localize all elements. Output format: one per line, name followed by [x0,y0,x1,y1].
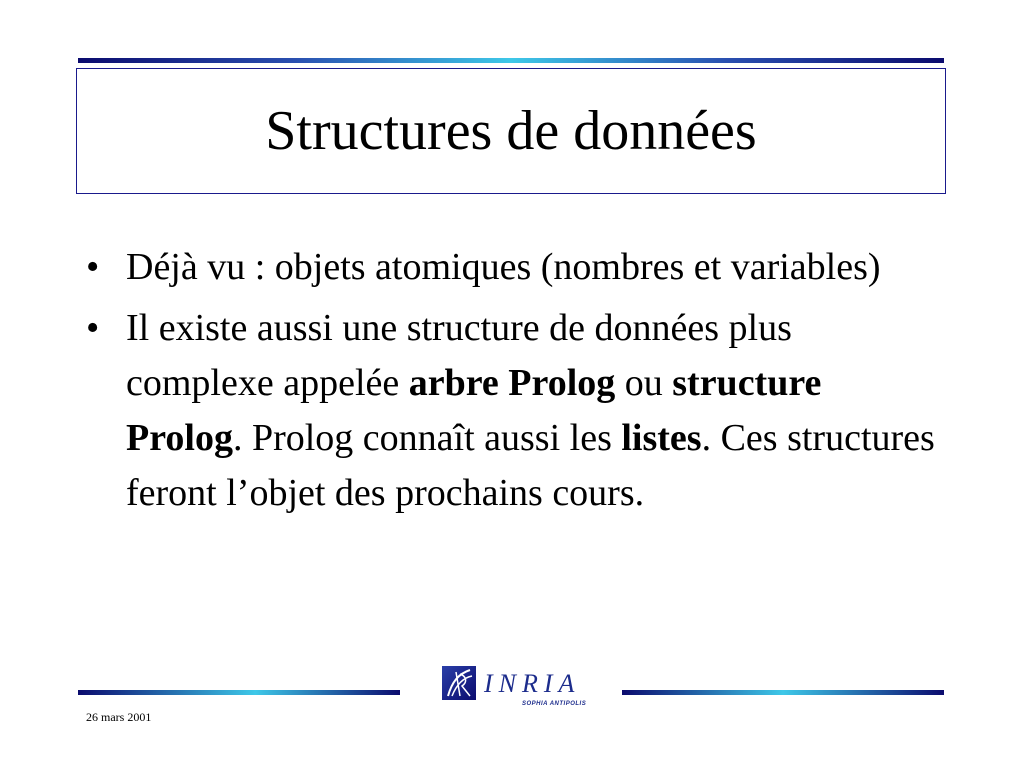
title-box [76,68,946,194]
footer-date: 26 mars 2001 [86,710,152,724]
text-fragment: Il existe aussi une structure de données plus complexe appelée [126,307,792,404]
bullet-mark: • [86,307,100,349]
top-divider [78,58,944,63]
bullet-item [86,240,946,295]
bullet-mark: • [86,246,100,288]
bold-term-listes: listes [621,417,702,459]
bullet-text [126,301,946,521]
bottom-divider-right [622,690,944,695]
slide-title: Structures de données [265,100,757,162]
inria-emblem-icon [442,666,476,700]
text-fragment: . Ces structures feront l’objet des prochains cours. [126,417,935,514]
text-fragment: ou [615,362,673,404]
bold-term-arbre-prolog: arbre Prolog [408,362,616,404]
bold-term-structure-prolog: structure Prolog [126,362,822,459]
logo-wordmark: INRIA [484,669,581,698]
inria-logo [440,662,605,710]
bullet-item [86,301,946,521]
text-fragment: . Prolog connaît aussi les [232,417,622,459]
bullet-text: Déjà vu : objets atomiques (nombres et variables) [126,246,881,288]
bottom-divider-left [78,690,400,695]
slide-body [86,240,946,527]
logo-subtext: SOPHIA ANTIPOLIS [522,701,587,707]
